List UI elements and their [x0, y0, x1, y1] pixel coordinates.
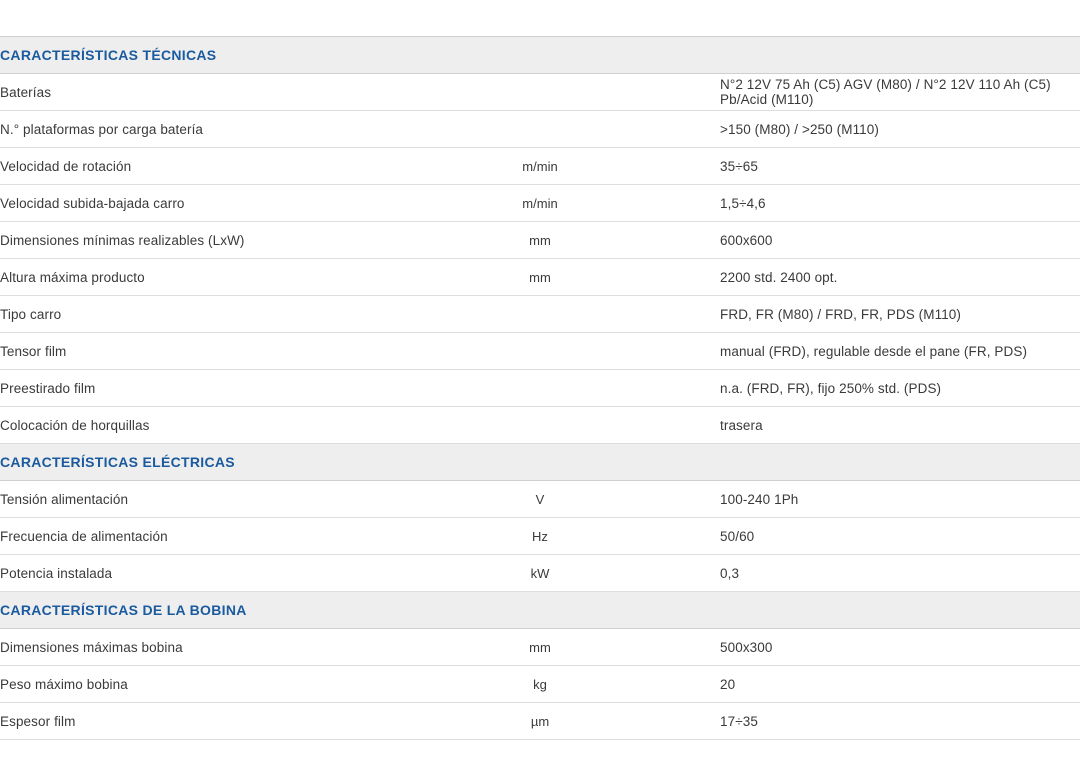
- table-row: [0, 555, 1080, 592]
- table-row: [0, 666, 1080, 703]
- spec-value: 500x300: [720, 639, 773, 655]
- spec-unit: µm: [530, 713, 550, 729]
- spec-label: Dimensiones mínimas realizables (LxW): [0, 232, 245, 248]
- spec-label: Velocidad de rotación: [0, 158, 132, 174]
- table-row: [0, 629, 1080, 666]
- table-row: [0, 370, 1080, 407]
- spec-label: Baterías: [0, 84, 52, 100]
- spec-label: Tensor film: [0, 343, 67, 359]
- section-header-row: [0, 444, 1080, 481]
- table-row: [0, 703, 1080, 740]
- section-title: CARACTERÍSTICAS TÉCNICAS: [0, 47, 217, 63]
- spec-value: n.a. (FRD, FR), fijo 250% std. (PDS): [720, 380, 942, 396]
- spec-value: 100-240 1Ph: [720, 491, 799, 507]
- table-row: [0, 333, 1080, 370]
- spec-value: 50/60: [720, 528, 755, 544]
- spec-label: Dimensiones máximas bobina: [0, 639, 183, 655]
- spec-value: 600x600: [720, 232, 773, 248]
- spec-label: Frecuencia de alimentación: [0, 528, 168, 544]
- table-row: [0, 185, 1080, 222]
- spec-unit: mm: [529, 639, 551, 655]
- spec-value: 20: [720, 676, 736, 692]
- spec-value: 17÷35: [720, 713, 758, 729]
- spec-unit: [360, 333, 720, 370]
- section-header-row: [0, 37, 1080, 74]
- spec-unit: kW: [530, 565, 550, 581]
- table-row: [0, 296, 1080, 333]
- spec-unit: [360, 370, 720, 407]
- table-row: [0, 518, 1080, 555]
- spec-label: N.° plataformas por carga batería: [0, 121, 204, 137]
- spec-value: 35÷65: [720, 158, 758, 174]
- spec-unit: mm: [529, 269, 551, 285]
- spec-value: N°2 12V 75 Ah (C5) AGV (M80) / N°2 12V 110 Ah (C5) Pb/Acid (M110): [720, 77, 1051, 107]
- table-row: [0, 111, 1080, 148]
- spec-label: Preestirado film: [0, 380, 96, 396]
- table-row: [0, 74, 1080, 111]
- specifications-table: [0, 36, 1080, 740]
- specifications-table-body: [0, 37, 1080, 740]
- spec-unit: m/min: [522, 158, 558, 174]
- spec-unit: [360, 296, 720, 333]
- table-row: [0, 148, 1080, 185]
- spec-value: 0,3: [720, 565, 740, 581]
- spec-label: Altura máxima producto: [0, 269, 145, 285]
- table-row: [0, 407, 1080, 444]
- spec-value: manual (FRD), regulable desde el pane (FR, PDS): [720, 343, 1028, 359]
- table-row: [0, 222, 1080, 259]
- spec-unit: kg: [533, 676, 547, 692]
- spec-label: Tipo carro: [0, 306, 62, 322]
- spec-unit: V: [535, 491, 545, 507]
- spec-value: trasera: [720, 417, 763, 433]
- spec-unit: m/min: [522, 195, 558, 211]
- spec-value: >150 (M80) / >250 (M110): [720, 121, 879, 137]
- spec-value: 1,5÷4,6: [720, 195, 766, 211]
- spec-unit: mm: [529, 232, 551, 248]
- spec-label: Peso máximo bobina: [0, 676, 128, 692]
- spec-unit: [360, 111, 720, 148]
- section-header-row: [0, 592, 1080, 629]
- spec-label: Velocidad subida-bajada carro: [0, 195, 185, 211]
- section-title: CARACTERÍSTICAS DE LA BOBINA: [0, 602, 247, 618]
- spec-value: 2200 std. 2400 opt.: [720, 269, 838, 285]
- spec-label: Tensión alimentación: [0, 491, 129, 507]
- section-title: CARACTERÍSTICAS ELÉCTRICAS: [0, 454, 235, 470]
- spec-unit: [360, 74, 720, 111]
- spec-label: Colocación de horquillas: [0, 417, 150, 433]
- spec-label: Potencia instalada: [0, 565, 113, 581]
- spec-unit: [360, 407, 720, 444]
- table-row: [0, 481, 1080, 518]
- spec-label: Espesor film: [0, 713, 76, 729]
- spec-value: FRD, FR (M80) / FRD, FR, PDS (M110): [720, 306, 962, 322]
- spec-unit: Hz: [532, 528, 548, 544]
- table-row: [0, 259, 1080, 296]
